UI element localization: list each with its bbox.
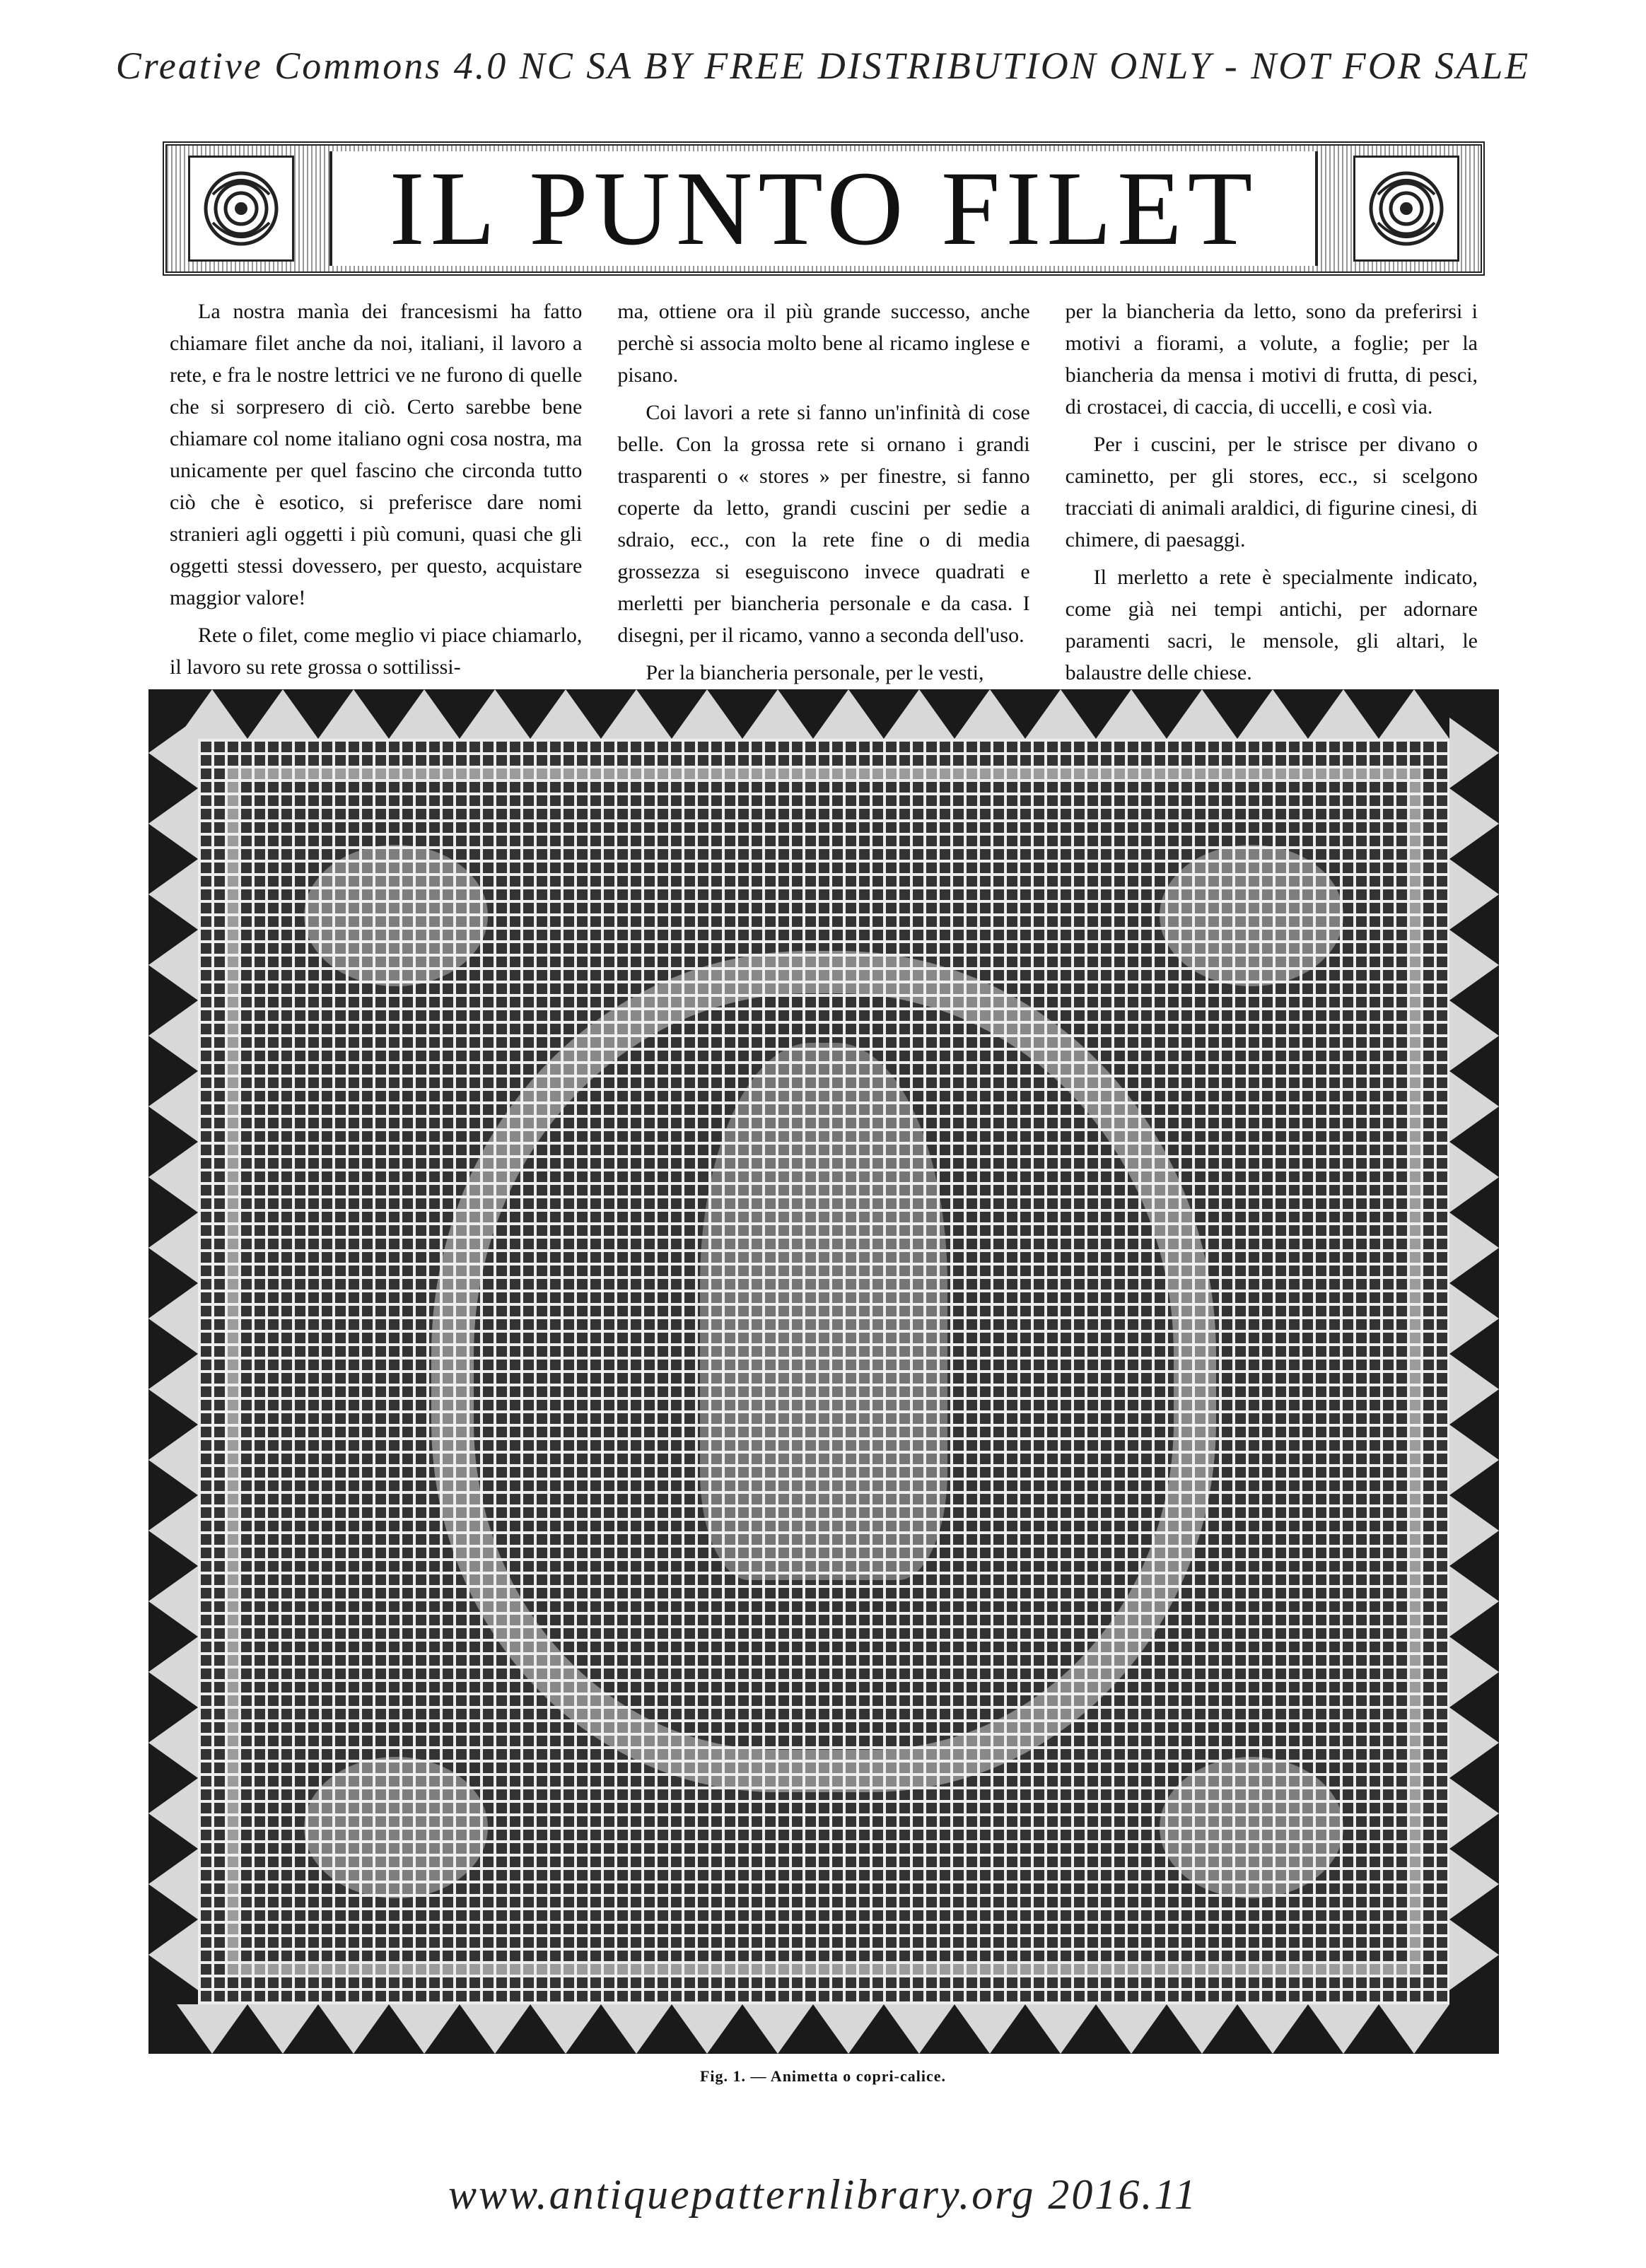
lace-tooth [148,1778,198,1849]
paragraph: Coi lavori a rete si fanno un'infinità di cose belle. Con la grossa rete si ornano i grandi trasparenti o « stores » per finestre, si fanno coperte da letto, grandi cuscini per sedie a sdraio, ecc., con la rete fine o di media grossezza si eseguiscono invece quadrati e merletti per biancheria personale e da casa. I disegni, per il ricamo, vanno a seconda dell'uso. [617,401,1030,647]
lace-tooth [148,718,198,788]
lace-tooth [672,689,742,739]
article-body [170,296,1478,684]
lace-tooth [148,1707,198,1778]
lace-tooth [177,2004,247,2054]
filet-lace-photo [148,689,1499,2054]
lace-tooth [1449,859,1499,930]
lace-tooth [742,2004,813,2054]
lace-tooth [1096,2004,1167,2054]
lace-tooth [148,1566,198,1637]
paragraph: per la biancheria da letto, sono da preferirsi i motivi a fiorami, a volute, a foglie; per la biancheria da mensa i motivi di frutta, di pesci, di crostacei, di caccia, di uccelli, e così via. [1065,300,1478,419]
lace-flourish [1160,1757,1343,1898]
lace-tooth [1449,1707,1499,1778]
figure-caption: Fig. 1. — Animetta o copri-calice. [699,2067,947,2085]
lace-tooth [1096,689,1167,739]
lace-tooth [148,1071,198,1142]
paragraph: Per i cuscini, per le strisce per divano o caminetto, per gli stores, ecc., si scelgono tracciati di animali araldici, di figurine cinesi, di chimere, di paesaggi. [1065,433,1478,551]
title-box [329,151,1318,266]
lace-tooth [1449,1566,1499,1637]
lace-tooth [1308,689,1379,739]
lace-tooth [1449,1495,1499,1566]
lace-tooth [884,2004,955,2054]
paragraph: Il merletto a rete è specialmente indicato, come già nei tempi antichi, per adornare paramenti sacri, le mensole, gli altari, le balaustre delle chiese. [1065,566,1478,684]
lace-tooth [1237,689,1308,739]
lace-tooth [148,1849,198,1919]
lace-tooth [1449,1919,1499,1990]
lace-tooth [1449,1212,1499,1283]
lace-tooth [1449,1849,1499,1919]
lace-tooth [742,689,813,739]
text-column-2 [617,296,1030,684]
lace-tooth [389,689,460,739]
paragraph: La nostra manìa dei francesismi ha fatto chiamare filet anche da noi, italiani, il lavoro a rete, e fra le nostre lettrici ve ne furono di quelle che si sorpresero di ciò. Certo sarebbe bene chiamare col nome italiano ogni cosa nostra, ma unicamente per quel fascino che circonda tutto ciò che è esotico, si preferisce dare nomi stranieri agli oggetti i più comuni, quasi che gli oggetti stessi dovessero, per questo, acquistare maggior valore! [170,300,583,609]
lace-tooth [530,2004,601,2054]
lace-tooth [148,1283,198,1354]
lace-tooth [148,1354,198,1425]
lace-tooth [1449,1425,1499,1495]
lace-tooth [601,2004,672,2054]
lace-tooth [1449,1071,1499,1142]
lace-chalice-motif [700,1043,947,1580]
text-column-1 [170,296,582,677]
lace-tooth [1379,689,1449,739]
lace-tooth [1449,1283,1499,1354]
lace-tooth [389,2004,460,2054]
lace-tooth [1449,788,1499,859]
lace-tooth [1449,1778,1499,1849]
lace-tooth [1379,2004,1449,2054]
lace-mesh [198,739,1449,2004]
lace-flourish [304,1757,488,1898]
lace-tooth [672,2004,742,2054]
lace-tooth [1025,689,1096,739]
lace-tooth [1025,2004,1096,2054]
lace-tooth [148,788,198,859]
lace-tooth [148,1142,198,1212]
lace-tooth [148,1495,198,1566]
license-notice: Creative Commons 4.0 NC SA BY FREE DISTRIBUTION ONLY - NOT FOR SALE [115,45,1531,87]
rose-ornament-icon [188,156,294,262]
lace-tooth [148,1919,198,1990]
lace-tooth [1237,2004,1308,2054]
lace-tooth [530,689,601,739]
lace-tooth [460,689,530,739]
lace-tooth [148,1000,198,1071]
lace-tooth [955,689,1025,739]
lace-tooth [1449,1000,1499,1071]
lace-tooth [884,689,955,739]
lace-tooth [148,930,198,1000]
title-banner [163,141,1485,276]
text-column-3 [1065,296,1478,684]
lace-tooth [813,689,884,739]
lace-tooth [148,1637,198,1707]
lace-flourish [304,845,488,986]
lace-tooth [148,859,198,930]
lace-tooth [148,1425,198,1495]
lace-tooth [318,2004,389,2054]
lace-tooth [813,2004,884,2054]
paragraph: ma, ottiene ora il più grande successo, anche perchè si associa molto bene al ricamo inglese e pisano. [617,300,1030,387]
source-footer: www.antiquepatternlibrary.org 2016.11 [448,2171,1198,2218]
lace-tooth [460,2004,530,2054]
lace-flourish [1160,845,1343,986]
lace-tooth [1449,930,1499,1000]
page-title: IL PUNTO FILET [389,150,1259,267]
lace-tooth [1167,689,1237,739]
paragraph: Per la biancheria personale, per le vesti, [646,661,984,684]
lace-tooth [148,1212,198,1283]
lace-tooth [1449,1637,1499,1707]
paragraph: Rete o filet, come meglio vi piace chiamarlo, il lavoro su rete grossa o sottilissi- [170,624,583,679]
lace-tooth [1449,718,1499,788]
lace-tooth [955,2004,1025,2054]
lace-tooth [1449,1354,1499,1425]
lace-tooth [1167,2004,1237,2054]
lace-tooth [1308,2004,1379,2054]
lace-tooth [601,689,672,739]
lace-tooth [247,689,318,739]
rose-ornament-icon [1353,156,1459,262]
lace-tooth [1449,1142,1499,1212]
lace-tooth [318,689,389,739]
lace-tooth [247,2004,318,2054]
